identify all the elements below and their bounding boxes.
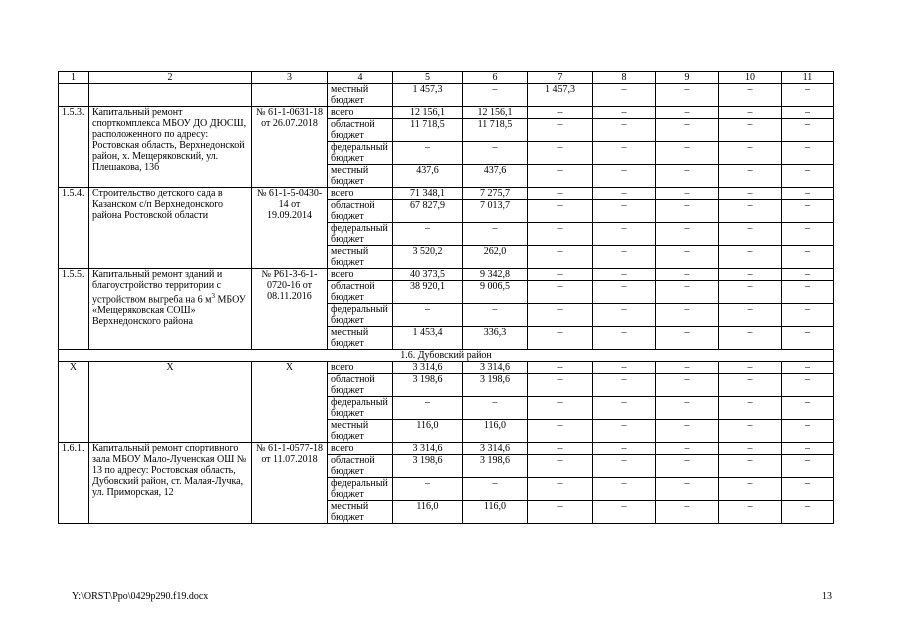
value-cell: 12 156,1 (463, 107, 528, 119)
budget-source: областной бюджет (328, 455, 393, 478)
value-cell: – (656, 478, 719, 501)
table-row (59, 84, 834, 107)
value-cell: – (719, 374, 782, 397)
budget-source: федеральный бюджет (328, 304, 393, 327)
value-cell: 437,6 (393, 165, 463, 188)
value-cell: – (656, 200, 719, 223)
value-cell: – (463, 478, 528, 501)
item-number: 1.5.3. (59, 107, 89, 188)
value-cell: – (656, 142, 719, 165)
header-row (59, 72, 834, 84)
value-cell: – (593, 142, 656, 165)
value-cell: 3 198,6 (393, 374, 463, 397)
value-cell: – (719, 455, 782, 478)
value-cell: 1 457,3 (528, 84, 593, 107)
value-cell: 11 718,5 (393, 119, 463, 142)
value-cell: – (593, 362, 656, 374)
value-cell: – (393, 223, 463, 246)
value-cell: 11 718,5 (463, 119, 528, 142)
value-cell: – (528, 443, 593, 455)
item-number: 1.5.5. (59, 269, 89, 350)
value-cell: – (782, 246, 834, 269)
budget-source: местный бюджет (328, 327, 393, 350)
value-cell: – (719, 223, 782, 246)
value-cell: – (782, 188, 834, 200)
item-name-text: МБОУ «Мещеряковская СОШ» Верхнедонского района (92, 294, 246, 328)
value-cell: 7 013,7 (463, 200, 528, 223)
value-cell: – (656, 269, 719, 281)
budget-source: федеральный бюджет (328, 142, 393, 165)
value-cell: 1 457,3 (393, 84, 463, 107)
value-cell: – (593, 119, 656, 142)
budget-source: местный бюджет (328, 84, 393, 107)
value-cell: 3 198,6 (393, 455, 463, 478)
item-name-text: Капитальный ремонт зданий и благоустройство территории с устройством выгреба на 6 м (92, 269, 223, 306)
budget-source: областной бюджет (328, 119, 393, 142)
value-cell: – (719, 107, 782, 119)
value-cell: 40 373,5 (393, 269, 463, 281)
value-cell: – (528, 119, 593, 142)
value-cell: – (782, 327, 834, 350)
value-cell: 116,0 (393, 420, 463, 443)
value-cell: – (719, 281, 782, 304)
value-cell: – (656, 165, 719, 188)
value-cell: – (393, 397, 463, 420)
value-cell: – (656, 327, 719, 350)
value-cell: 71 348,1 (393, 188, 463, 200)
value-cell: – (528, 142, 593, 165)
header-cell: 1 (59, 72, 89, 84)
value-cell: – (593, 165, 656, 188)
value-cell: – (528, 188, 593, 200)
value-cell: – (528, 304, 593, 327)
value-cell: – (528, 269, 593, 281)
value-cell: – (782, 107, 834, 119)
value-cell: 3 314,6 (463, 362, 528, 374)
value-cell: – (528, 223, 593, 246)
section-title: 1.6. Дубовский район (59, 350, 834, 362)
value-cell: – (782, 397, 834, 420)
document-number: № 61-1-5-0430-14 от 19.09.2014 (252, 188, 328, 269)
value-cell: – (656, 223, 719, 246)
value-cell: – (719, 501, 782, 524)
page-number: 13 (822, 591, 832, 602)
value-cell: – (782, 142, 834, 165)
budget-source: местный бюджет (328, 165, 393, 188)
section-row (59, 350, 834, 362)
table-row (59, 188, 834, 200)
document-number: № Р61-3-6-1-0720-16 от 08.11.2016 (252, 269, 328, 350)
value-cell: – (782, 269, 834, 281)
value-cell: 116,0 (463, 501, 528, 524)
value-cell: – (393, 478, 463, 501)
budget-source: областной бюджет (328, 374, 393, 397)
value-cell: 67 827,9 (393, 200, 463, 223)
header-cell: 7 (528, 72, 593, 84)
value-cell: 3 198,6 (463, 374, 528, 397)
budget-source: федеральный бюджет (328, 478, 393, 501)
budget-source: местный бюджет (328, 420, 393, 443)
value-cell: 116,0 (393, 501, 463, 524)
table-row (59, 269, 834, 281)
value-cell: – (393, 142, 463, 165)
value-cell: – (593, 501, 656, 524)
table-row (59, 362, 834, 374)
value-cell: – (782, 478, 834, 501)
value-cell: – (782, 455, 834, 478)
value-cell: – (528, 420, 593, 443)
value-cell: – (593, 84, 656, 107)
file-path: Y:\ORST\Ppo\0429p290.f19.docx (72, 591, 209, 602)
value-cell: – (656, 374, 719, 397)
budget-source: областной бюджет (328, 281, 393, 304)
value-cell: – (656, 84, 719, 107)
value-cell: – (528, 397, 593, 420)
value-cell: 3 314,6 (463, 443, 528, 455)
value-cell: 12 156,1 (393, 107, 463, 119)
value-cell: – (782, 304, 834, 327)
value-cell: – (593, 223, 656, 246)
superscript: 3 (211, 292, 216, 300)
value-cell: – (528, 107, 593, 119)
value-cell: – (656, 281, 719, 304)
value-cell: – (593, 455, 656, 478)
item-name: Капитальный ремонт спортивного зала МБОУ Мало-Лученская ОШ № 13 по адресу: Ростовская область, Дубовский район, ст. Малая-Лучка, ул. Приморская, 12 (89, 443, 252, 524)
item-name: Капитальный ремонт спорткомплекса МБОУ ДО ДЮСШ, расположенного по адресу: Ростовская область, Верхнедонской район, х. Мещеряковский, ул. Плешакова, 13б (89, 107, 252, 188)
value-cell: – (719, 478, 782, 501)
value-cell: – (593, 478, 656, 501)
value-cell: – (593, 304, 656, 327)
value-cell: – (528, 478, 593, 501)
table-row (59, 443, 834, 455)
header-cell: 8 (593, 72, 656, 84)
value-cell: – (593, 443, 656, 455)
header-cell: 9 (656, 72, 719, 84)
value-cell: – (656, 362, 719, 374)
value-cell: – (656, 107, 719, 119)
value-cell: – (719, 420, 782, 443)
value-cell: – (719, 84, 782, 107)
budget-source: местный бюджет (328, 246, 393, 269)
value-cell: – (719, 246, 782, 269)
value-cell: – (719, 362, 782, 374)
header-cell: 3 (252, 72, 328, 84)
value-cell: – (656, 501, 719, 524)
header-cell: 10 (719, 72, 782, 84)
value-cell: – (719, 304, 782, 327)
value-cell: – (656, 420, 719, 443)
value-cell: – (782, 443, 834, 455)
budget-source: федеральный бюджет (328, 223, 393, 246)
value-cell: – (463, 223, 528, 246)
item-name: Строительство детского сада в Казанском с/п Верхнедонского района Ростовской области (89, 188, 252, 269)
value-cell: – (782, 362, 834, 374)
value-cell: – (782, 501, 834, 524)
value-cell: – (593, 374, 656, 397)
budget-source: областной бюджет (328, 200, 393, 223)
value-cell: – (593, 200, 656, 223)
empty-cell (252, 84, 328, 107)
value-cell: 262,0 (463, 246, 528, 269)
value-cell: – (782, 165, 834, 188)
document-number: № 61-1-0577-18 от 11.07.2018 (252, 443, 328, 524)
header-cell: 4 (328, 72, 393, 84)
value-cell: – (593, 246, 656, 269)
value-cell: 3 314,6 (393, 362, 463, 374)
budget-source: всего (328, 188, 393, 200)
item-name: Х (89, 362, 252, 443)
value-cell: – (656, 397, 719, 420)
value-cell: – (719, 200, 782, 223)
value-cell: – (719, 119, 782, 142)
value-cell: – (719, 188, 782, 200)
item-number: Х (59, 362, 89, 443)
value-cell: 116,0 (463, 420, 528, 443)
value-cell: – (593, 107, 656, 119)
value-cell: – (656, 119, 719, 142)
empty-cell (59, 84, 89, 107)
value-cell: – (719, 327, 782, 350)
value-cell: 1 453,4 (393, 327, 463, 350)
value-cell: – (393, 304, 463, 327)
value-cell: – (719, 165, 782, 188)
budget-source: всего (328, 269, 393, 281)
value-cell: – (528, 374, 593, 397)
value-cell: – (528, 246, 593, 269)
value-cell: 9 006,5 (463, 281, 528, 304)
header-cell: 5 (393, 72, 463, 84)
document-number: Х (252, 362, 328, 443)
budget-table (58, 71, 834, 524)
item-name (89, 269, 252, 350)
value-cell: – (528, 165, 593, 188)
value-cell: – (528, 455, 593, 478)
value-cell: – (528, 501, 593, 524)
value-cell: – (528, 327, 593, 350)
header-cell: 6 (463, 72, 528, 84)
budget-source: всего (328, 107, 393, 119)
value-cell: – (593, 327, 656, 350)
value-cell: 336,3 (463, 327, 528, 350)
value-cell: – (782, 281, 834, 304)
header-cell: 11 (782, 72, 834, 84)
value-cell: – (593, 281, 656, 304)
value-cell: – (656, 188, 719, 200)
value-cell: – (782, 223, 834, 246)
value-cell: 437,6 (463, 165, 528, 188)
value-cell: – (463, 304, 528, 327)
table-row (59, 107, 834, 119)
value-cell: – (719, 443, 782, 455)
item-number: 1.5.4. (59, 188, 89, 269)
value-cell: – (656, 455, 719, 478)
value-cell: 9 342,8 (463, 269, 528, 281)
budget-source: федеральный бюджет (328, 397, 393, 420)
value-cell: – (719, 269, 782, 281)
value-cell: 38 920,1 (393, 281, 463, 304)
value-cell: – (782, 200, 834, 223)
value-cell: – (719, 142, 782, 165)
value-cell: – (528, 200, 593, 223)
value-cell: 3 314,6 (393, 443, 463, 455)
value-cell: – (656, 246, 719, 269)
document-number: № 61-1-0631-18 от 26.07.2018 (252, 107, 328, 188)
value-cell: – (463, 84, 528, 107)
budget-source: всего (328, 362, 393, 374)
value-cell: – (782, 84, 834, 107)
value-cell: – (719, 397, 782, 420)
value-cell: – (593, 269, 656, 281)
value-cell: – (656, 304, 719, 327)
value-cell: – (593, 420, 656, 443)
value-cell: – (656, 443, 719, 455)
value-cell: – (463, 142, 528, 165)
value-cell: – (528, 362, 593, 374)
value-cell: – (782, 119, 834, 142)
item-number: 1.6.1. (59, 443, 89, 524)
budget-source: местный бюджет (328, 501, 393, 524)
empty-cell (89, 84, 252, 107)
value-cell: 7 275,7 (463, 188, 528, 200)
budget-source: всего (328, 443, 393, 455)
value-cell: – (782, 374, 834, 397)
value-cell: 3 520,2 (393, 246, 463, 269)
value-cell: – (463, 397, 528, 420)
header-cell: 2 (89, 72, 252, 84)
value-cell: 3 198,6 (463, 455, 528, 478)
value-cell: – (593, 188, 656, 200)
value-cell: – (593, 397, 656, 420)
value-cell: – (528, 281, 593, 304)
value-cell: – (782, 420, 834, 443)
